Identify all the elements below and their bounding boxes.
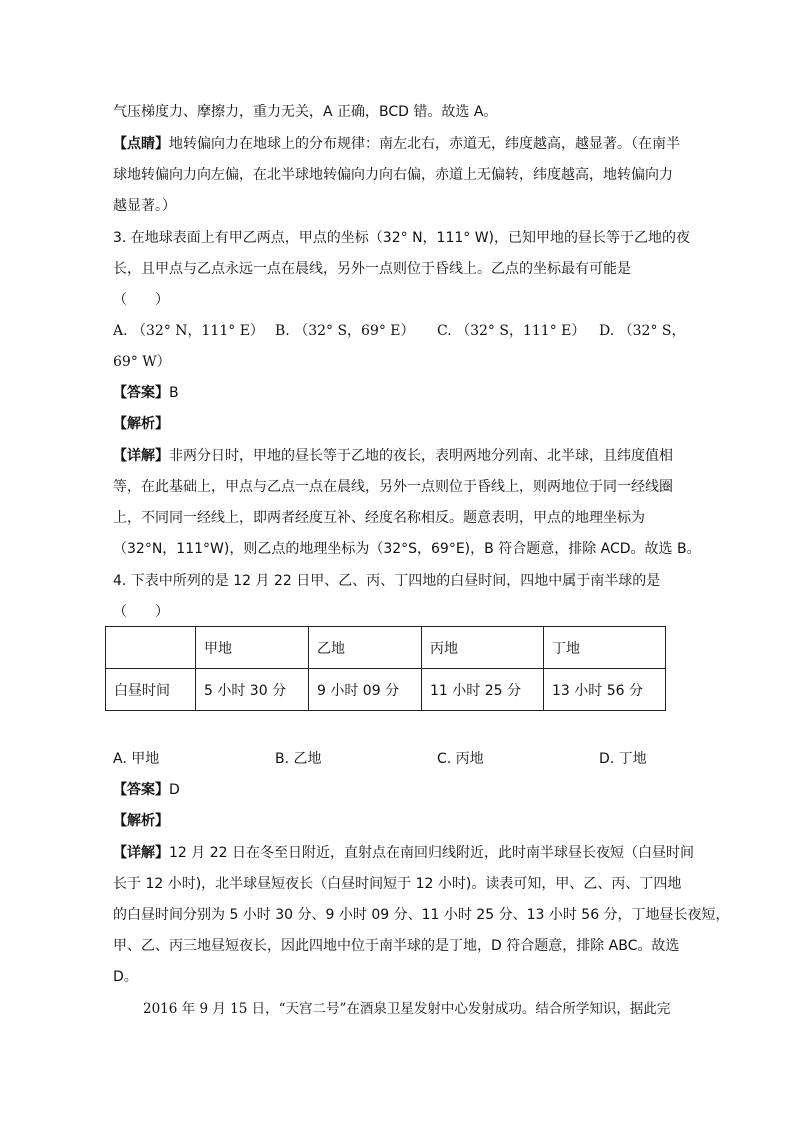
dianjing-tag: 【点睛】 — [113, 136, 169, 152]
answer-tag: 【答案】 — [113, 782, 169, 798]
answer-line — [113, 780, 180, 800]
option-d: D. （32° S， — [599, 323, 686, 339]
detail-line: 等，在此基础上，甲点与乙点一点在晨线，另外一点则位于昏线上，则两地位于同一经线圈 — [113, 479, 673, 495]
option-a: A. 甲地 — [113, 751, 160, 767]
table-cell: 乙地 — [309, 627, 422, 669]
dianjing-line: 越显著。） — [113, 198, 176, 214]
answer-value: D — [169, 782, 180, 798]
question-4-stem: 4. 下表中所列的是 12 月 22 日甲、乙、丙、丁四地的白昼时间，四地中属于南半球的是 — [113, 573, 661, 589]
daylight-table — [105, 626, 666, 711]
option-d-continued: 69° W） — [113, 354, 171, 370]
paragraph: 气压梯度力、摩擦力，重力无关，A 正确，BCD 错。故选 A。 — [113, 104, 498, 120]
table-header-row — [106, 627, 666, 669]
detail-tag: 【详解】 — [113, 845, 169, 861]
detail-tag: 【详解】 — [113, 448, 169, 464]
table-cell: 丙地 — [422, 627, 544, 669]
option-b: B. 乙地 — [275, 751, 322, 767]
detail-text: 12 月 22 日在冬至日附近，直射点在南回归线附近，此时南半球昼长夜短（白昼时间 — [169, 845, 694, 861]
detail-line — [113, 843, 694, 863]
table-cell: 9 小时 09 分 — [309, 669, 422, 711]
dianjing-text: 地转偏向力在地球上的分布规律：南左北右，赤道无，纬度越高，越显著。（在南半 — [169, 136, 680, 152]
dianjing-line: 球地转偏向力向左偏，在北半球地转偏向力向右偏，赤道上无偏转，纬度越高，地转偏向力 — [113, 167, 673, 183]
question-3-stem: 3. 在地球表面上有甲乙两点，甲点的坐标（32° N，111° W)，已知甲地的昼长等于乙地的夜 — [113, 230, 691, 246]
question-4-paren: （ ） — [113, 604, 169, 620]
answer-line — [113, 383, 179, 403]
table-row — [106, 669, 666, 711]
detail-line: D。 — [113, 969, 138, 985]
next-material-paragraph: 2016 年 9 月 15 日，“天宫二号”在酒泉卫星发射中心发射成功。结合所学知识，据此完 — [143, 1001, 671, 1017]
option-c: C. 丙地 — [437, 751, 484, 767]
analysis-tag: 【解析】 — [113, 813, 169, 829]
table-cell — [106, 627, 196, 669]
answer-value: B — [169, 385, 179, 401]
table-cell: 5 小时 30 分 — [196, 669, 309, 711]
option-d: D. 丁地 — [599, 751, 647, 767]
detail-line: （32°N，111°W)，则乙点的地理坐标为（32°S，69°E)，B 符合题意，排除 ACD。故选 B。 — [113, 541, 701, 557]
table-cell: 白昼时间 — [106, 669, 196, 711]
detail-text: 非两分日时，甲地的昼长等于乙地的夜长，表明两地分列南、北半球，且纬度值相 — [169, 448, 673, 464]
table-cell: 13 小时 56 分 — [544, 669, 666, 711]
analysis-tag: 【解析】 — [113, 416, 169, 432]
table-cell: 甲地 — [196, 627, 309, 669]
question-3-stem: 长，且甲点与乙点永远一点在晨线，另外一点则位于昏线上。乙点的坐标最有可能是 — [113, 261, 631, 277]
option-b: B. （32° S，69° E） — [275, 323, 415, 339]
detail-line — [113, 446, 673, 466]
option-a: A. （32° N，111° E） — [113, 323, 264, 339]
detail-line: 上，不同同一经线上，即两者经度互补、经度名称相反。题意表明，甲点的地理坐标为 — [113, 510, 645, 526]
table-cell: 丁地 — [544, 627, 666, 669]
detail-line: 长于 12 小时)，北半球昼短夜长（白昼时间短于 12 小时)。读表可知，甲、乙、丙、丁四地 — [113, 876, 682, 892]
table-cell: 11 小时 25 分 — [422, 669, 544, 711]
detail-line: 甲、乙、丙三地昼短夜长，因此四地中位于南半球的是丁地，D 符合题意，排除 ABC。故选 — [113, 938, 680, 954]
dianjing-line — [113, 134, 680, 154]
question-3-paren: （ ） — [113, 292, 169, 308]
answer-tag: 【答案】 — [113, 385, 169, 401]
option-c: C. （32° S，111° E） — [437, 323, 586, 339]
detail-line: 的白昼时间分别为 5 小时 30 分、9 小时 09 分、11 小时 25 分、13 小时 56 分，丁地昼长夜短， — [113, 907, 730, 923]
